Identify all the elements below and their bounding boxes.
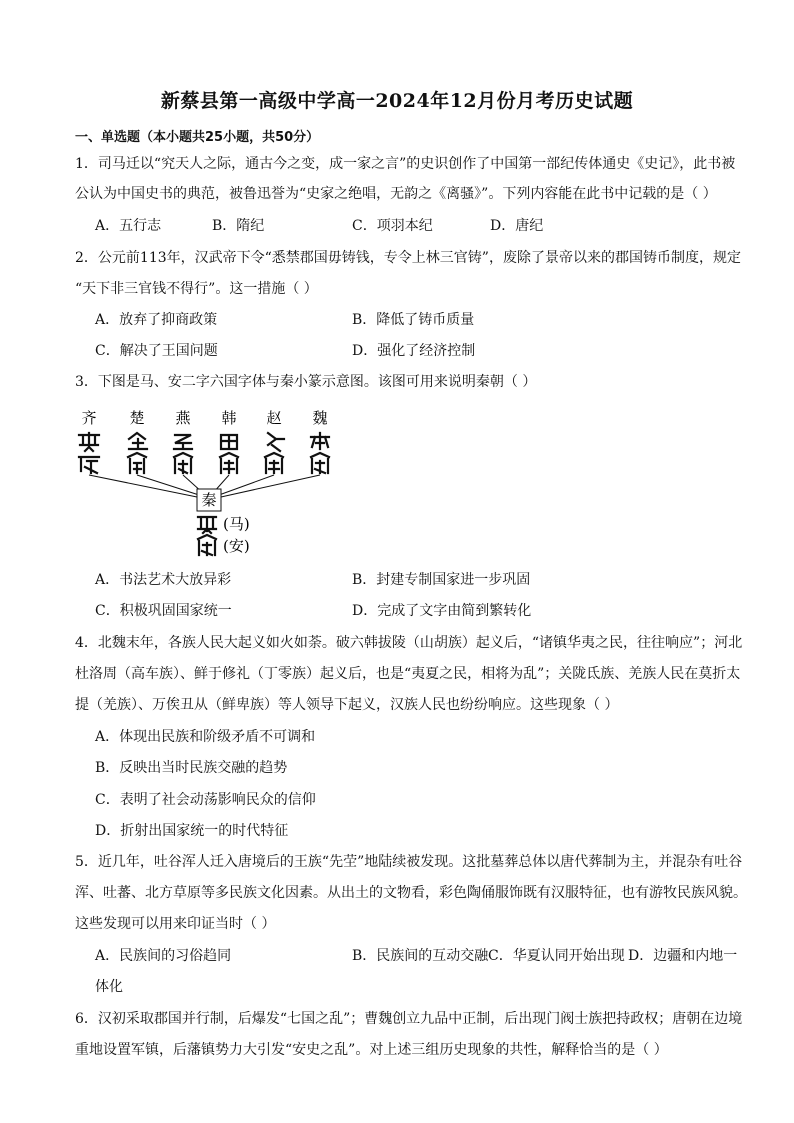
question-2-option-b[interactable]: B．降低了铸币质量 [352, 312, 475, 328]
state-label: 楚 [129, 409, 145, 427]
question-4-option-a[interactable]: A．体现出民族和阶级矛盾不可调和 [95, 729, 316, 745]
ancient-glyphs-icon [79, 433, 329, 473]
question-4-option-b[interactable]: B．反映出当时民族交融的趋势 [95, 760, 288, 776]
question-3-option-c[interactable]: C．积极巩固国家统一 [95, 603, 232, 619]
question-2-line-1: 2．公元前113年，汉武帝下令“悉禁郡国毋铸钱，专令上林三官铸”，废除了景帝以来的郡国铸币制度，规定 [75, 250, 741, 266]
question-6-line-1: 6．汉初采取郡国并行制，后爆发“七国之乱”；曹魏创立九品中正制，后出现门阀士族把持政权；唐朝在边境 [75, 1011, 743, 1027]
question-2-option-d[interactable]: D．强化了经济控制 [352, 343, 476, 359]
question-1-option-a[interactable]: A．五行志 [95, 218, 162, 234]
question-4-option-c[interactable]: C．表明了社会动荡影响民众的信仰 [95, 792, 316, 808]
question-3-option-d[interactable]: D．完成了文字由简到繁转化 [352, 603, 532, 619]
question-5-option-a[interactable]: A．民族间的习俗趋同 [95, 948, 232, 964]
section-heading: 一、单选题（本小题共25小题，共50分） [75, 130, 320, 145]
question-1-line-1: 1．司马迁以“究天人之际，通古今之变，成一家之言”的史识创作了中国第一部纪传体通史《史记》，此书被 [75, 156, 736, 172]
question-2-line-2: “天下非三官钱不得行”。这一措施（ ） [75, 281, 318, 297]
seal-label-peace: (安) [223, 537, 250, 555]
question-5-option-d[interactable]: D．边疆和内地一 [628, 948, 738, 964]
question-5-line-3: 这些发现可以用来印证当时（ ） [75, 916, 276, 932]
state-label: 魏 [312, 409, 328, 427]
question-1-option-c[interactable]: C．项羽本纪 [352, 218, 433, 234]
center-label: 秦 [201, 491, 217, 509]
seal-script-figure [75, 405, 345, 560]
question-2-option-a[interactable]: A．放弃了抑商政策 [95, 312, 218, 328]
seal-label-horse: (马) [223, 515, 250, 533]
question-5-option-c[interactable]: C．华夏认同开始出现 [488, 948, 625, 964]
state-label: 赵 [266, 409, 282, 427]
question-1-option-d[interactable]: D．唐纪 [490, 218, 544, 234]
question-4-line-3: 提（羌族）、万俟丑从（鲜卑族）等人领导下起义，汉族人民也纷纷响应。这些现象（ ） [75, 697, 619, 713]
question-5-line-1: 5．近几年，吐谷浑人迁入唐境后的王族“先茔”地陆续被发现。这批墓葬总体以唐代葬制为主，并混杂有吐谷 [75, 854, 743, 870]
question-2-option-c[interactable]: C．解决了王国问题 [95, 343, 218, 359]
page-title: 新蔡县第一高级中学高一2024年12月份月考历史试题 [160, 90, 634, 112]
question-3-option-a[interactable]: A．书法艺术大放异彩 [95, 572, 232, 588]
state-label: 韩 [221, 409, 237, 427]
state-label: 燕 [175, 409, 191, 427]
question-5-option-d-continued: 体化 [95, 979, 123, 995]
question-1-option-b[interactable]: B．隋纪 [212, 218, 265, 234]
question-4-option-d[interactable]: D．折射出国家统一的时代特征 [95, 823, 289, 839]
question-5-line-2: 浑、吐蕃、北方草原等多民族文化因素。从出土的文物看，彩色陶俑服饰既有汉服特征，也有游牧民族风貌。 [75, 885, 747, 901]
question-1-line-2: 公认为中国史书的典范，被鲁迅誉为“史家之绝唱，无韵之《离骚》”。下列内容能在此书中记载的是（ ） [75, 186, 717, 202]
question-3-line-1: 3．下图是马、安二字六国字体与秦小篆示意图。该图可用来说明秦朝（ ） [75, 374, 537, 390]
question-4-line-2: 杜洛周（高车族）、鲜于修礼（丁零族）起义后，也是“夷夏之民，相将为乱”；关陇氐族、羌族人民在莫折太 [75, 666, 741, 682]
seal-script-glyphs-icon [198, 517, 216, 555]
question-6-line-2: 重地设置军镇，后藩镇势力大引发“安史之乱”。对上述三组历史现象的共性，解释恰当的是（ ） [75, 1042, 668, 1058]
question-3-option-b[interactable]: B．封建专制国家进一步巩固 [352, 572, 531, 588]
state-label: 齐 [81, 409, 97, 427]
question-4-line-1: 4．北魏末年，各族人民大起义如火如荼。破六韩拔陵（山胡族）起义后，“诸镇华夷之民，往往响应”；河北 [75, 635, 743, 651]
question-5-option-b[interactable]: B．民族间的互动交融 [352, 948, 489, 964]
